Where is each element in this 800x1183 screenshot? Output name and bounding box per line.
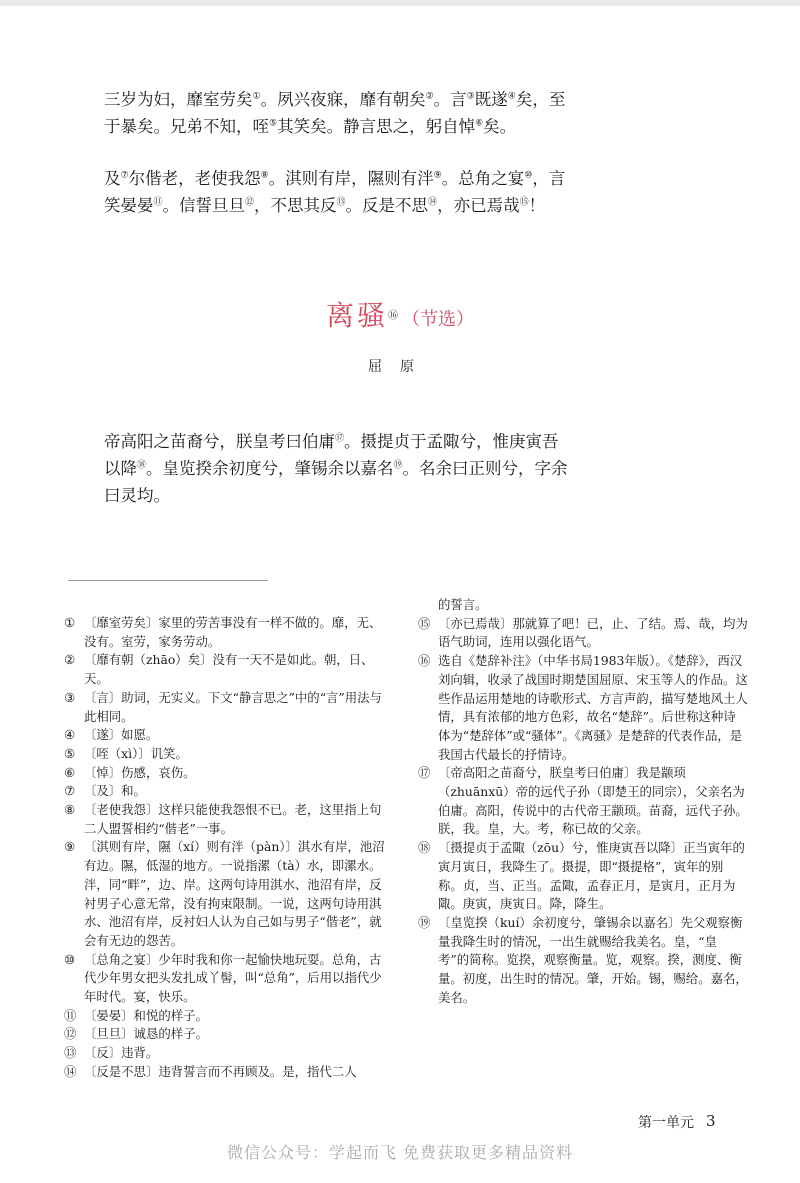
footnote-number: ⑨	[64, 839, 76, 855]
note-ref: ⑱	[137, 460, 147, 471]
footnote-text: 〔悼〕伤感，哀伤。	[84, 764, 196, 780]
footnote-text: 〔咥（xì）〕讥笑。	[84, 745, 188, 761]
footnote-number: ⑪	[64, 1007, 77, 1023]
footnote-text: 〔老使我怨〕这样只能使我怨恨不已。老，这里指上句二人盟誓相约“偕老”一事。	[84, 802, 382, 836]
footnote-item	[64, 614, 386, 651]
footnote-item	[64, 1044, 386, 1063]
footnote-number: ⑫	[64, 1026, 77, 1042]
footnote-text: 〔靡室劳矣〕家里的劳苦事没有一样不做的。靡，无、没有。室劳，家务劳动。	[84, 615, 382, 649]
footnote-text: 〔摄提贞于孟陬（zōu）兮，惟庚寅吾以降〕正当寅年的寅月寅日，我降生了。摄提，即“摄提格”，寅年的别称。贞，当、正当。孟陬，孟春正月，是寅月，正月为陬。庚寅，庚寅日。降，降生。	[438, 840, 745, 912]
note-ref: ⑲	[393, 460, 403, 471]
footnote-item	[418, 839, 748, 914]
footnote-text: 〔反〕违背。	[84, 1045, 159, 1061]
footnote-text: 〔淇则有岸，隰（xí）则有泮（pàn）〕淇水有岸，池沼有边。隰，低湿的地方。一说指漯（tà）水，即漯水。泮，同“畔”，边、岸。这两句诗用淇水、池沼有岸，反衬男子心意无常，没有拘束限制。一说，这两句诗用淇水、池沼有岸，反衬妇人认为自己如与男子“偕老”，就会有无边的怨苦。	[84, 839, 385, 948]
watermark-text: 微信公众号：学起而飞 免费获取更多精品资料	[226, 1143, 574, 1162]
author-name: 屈原	[368, 359, 432, 375]
footnote-item	[64, 1063, 386, 1082]
footnote-item	[64, 951, 386, 1007]
poem-lisao-paragraph: 帝高阳之苗裔兮，朕皇考曰伯庸⑰。摄提贞于孟陬兮，惟庚寅吾以降⑱。皇览揆余初度兮，肇锡余以嘉名⑲。名余曰正则兮，字余曰灵均。	[104, 432, 568, 505]
note-ref: ⑫	[245, 197, 255, 208]
note-ref: ⑤	[269, 118, 278, 129]
note-ref: ⑩	[524, 170, 533, 181]
footnote-text: 选自《楚辞补注》（中华书局1983年版）。《楚辞》，西汉刘向辑，收录了战国时期楚国屈原、宋玉等人的作品。这些作品运用楚地的诗歌形式、方言声韵，描写楚地风土人情，具有浓郁的地方色彩，故名“楚辞”。后世称这种诗体为“楚辞体”或“骚体”。《离骚》是楚辞的代表作品，是我国古代最长的抒情诗。	[438, 653, 748, 762]
footnote-number: ⑭	[64, 1063, 77, 1079]
footnote-text: 〔言〕助词，无实义。下文“静言思之”中的“言”用法与此相同。	[84, 689, 382, 724]
section-title	[0, 294, 800, 334]
footnote-text: 〔亦已焉哉〕那就算了吧！已，止、了结。焉、哉，均为语气助词，连用以强化语气。	[438, 615, 748, 650]
note-ref: ⑭	[428, 197, 438, 208]
footnote-item	[64, 689, 386, 726]
note-ref: ⑨	[433, 170, 442, 181]
footnote-number: ⑩	[64, 951, 76, 967]
footnote-number: ⑦	[64, 783, 76, 799]
note-ref: ⑥	[475, 118, 484, 129]
footnote-text: 〔晏晏〕和悦的样子。	[84, 1007, 208, 1023]
note-ref: ⑮	[519, 197, 529, 208]
footnote-number: ②	[64, 652, 76, 668]
footnotes-left-column	[64, 614, 386, 1082]
footnote-number: ⑰	[418, 765, 431, 781]
note-ref: ②	[425, 91, 434, 102]
footnote-item	[64, 1025, 386, 1044]
title-subtitle: （节选）	[402, 309, 474, 330]
footnote-item	[64, 651, 386, 688]
footnote-item	[64, 726, 386, 745]
footnotes-right-column	[418, 596, 748, 1007]
title-main: 离骚	[325, 299, 388, 332]
note-ref: ⑦	[120, 170, 129, 181]
footnote-number: ③	[64, 689, 76, 705]
note-ref: ①	[252, 91, 261, 102]
footnote-number: ⑬	[64, 1045, 77, 1061]
footnote-number: ⑥	[64, 764, 76, 780]
footnote-text: 〔帝高阳之苗裔兮，朕皇考曰伯庸〕我是颛顼（zhuānxū）帝的远代子孙（即楚王的同宗），父亲名为伯庸。高阳，传说中的古代帝王颛顼。苗裔，远代子孙。朕，我。皇，大。考，称已故的父亲。	[438, 765, 748, 837]
footnote-item	[64, 801, 386, 838]
footnote-text: 〔及〕和。	[84, 783, 146, 799]
footnote-continuation: 的誓言。	[438, 597, 488, 612]
footnote-item	[64, 1007, 386, 1026]
footnote-item	[418, 615, 748, 652]
title-note-ref: ⑯	[388, 310, 398, 322]
footnote-number: ⑲	[418, 914, 431, 930]
footnote-text: 〔反是不思〕违背誓言而不再顾及。是，指代二人	[84, 1063, 357, 1079]
footnote-item	[418, 652, 748, 764]
footnote-item	[418, 764, 748, 839]
poem-excerpt-mang	[104, 86, 574, 219]
footnote-number: ①	[64, 615, 76, 630]
poem-lisao	[104, 428, 574, 509]
footnote-number: ⑤	[64, 745, 76, 761]
footnote-item	[64, 838, 386, 950]
footnote-number: ⑧	[64, 802, 76, 818]
note-ref: ⑬	[336, 197, 346, 208]
footnote-item	[64, 764, 386, 783]
footnote-text: 〔总角之宴〕少年时我和你一起愉快地玩耍。总角，古代少年男女把头发扎成丫髻，叫“总角”，后用以指代少年时代。宴，快乐。	[84, 951, 382, 1005]
poem-paragraph-1: 三岁为妇，靡室劳矣①。夙兴夜寐，靡有朝矣②。言③既遂④矣，至于暴矣。兄弟不知，咥⑤其笑矣。静言思之，躬自悼⑥矣。	[104, 90, 566, 136]
unit-label: 第一单元	[638, 1115, 694, 1131]
footnote-divider	[68, 580, 268, 581]
footnote-item	[64, 745, 386, 764]
footnote-item	[64, 782, 386, 801]
poem-paragraph-2: 及⑦尔偕老，老使我怨⑧。淇则有岸，隰则有泮⑨。总角之宴⑩，言笑晏晏⑪。信誓旦旦⑫，不思其反⑬。反是不思⑭，亦已焉哉⑮！	[104, 169, 566, 215]
note-ref: ③	[466, 91, 475, 102]
footnote-item	[418, 914, 748, 1008]
page-top-edge	[0, 0, 800, 6]
footnote-text: 〔皇览揆（kuí）余初度兮，肇锡余以嘉名〕先父观察衡量我降生时的情况，一出生就赐给我美名。皇，“皇考”的简称。览揆，观察衡量。览，观察。揆，测度、衡量。初度，出生时的情况。肇，开始。锡，赐给。嘉名，美名。	[438, 914, 748, 1005]
note-ref: ⑧	[260, 170, 269, 181]
footnote-text: 〔靡有朝（zhāo）矣〕没有一天不是如此。朝，日、天。	[84, 652, 374, 687]
footnote-text: 〔旦旦〕诚恳的样子。	[84, 1026, 208, 1042]
note-ref: ④	[507, 91, 516, 102]
footnote-number: ④	[64, 727, 76, 743]
note-ref: ⑪	[153, 197, 163, 208]
footnote-number: ⑯	[418, 653, 431, 669]
footnote-number: ⑮	[418, 615, 431, 631]
footnote-number: ⑱	[418, 840, 431, 856]
note-ref: ⑰	[335, 433, 345, 444]
page-number: 3	[706, 1112, 716, 1130]
footnote-text: 〔遂〕如愿。	[84, 727, 159, 743]
